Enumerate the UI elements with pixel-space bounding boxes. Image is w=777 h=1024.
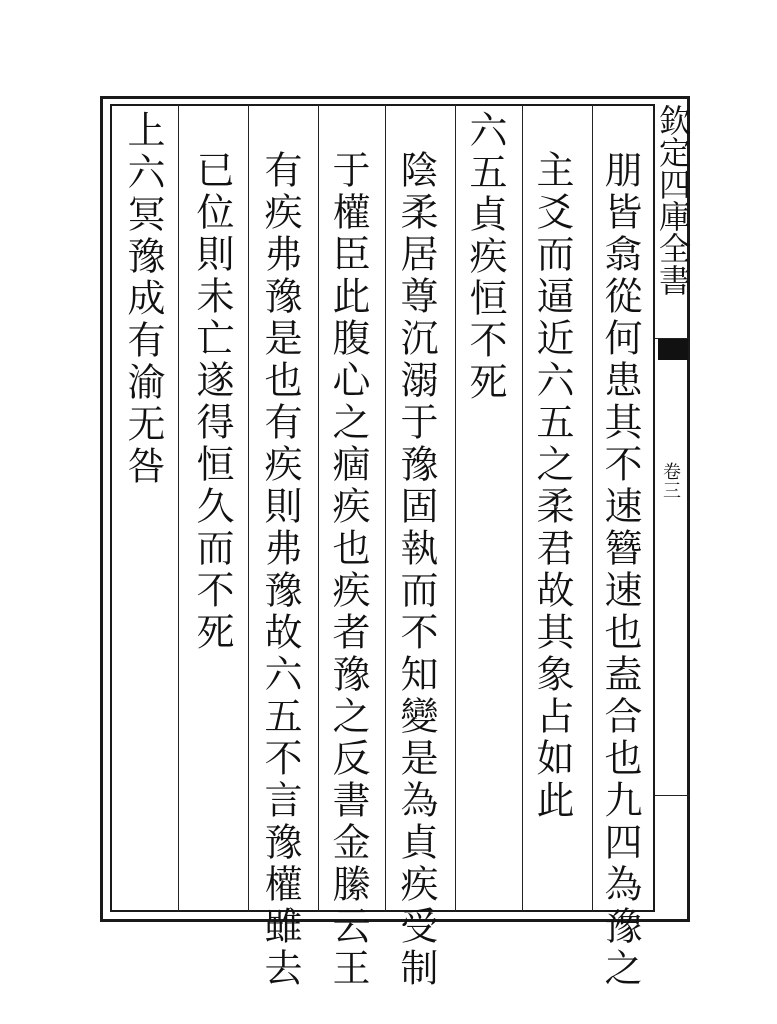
text-column-6: 有疾弗豫是也有疾則弗豫故六五不言豫權雖去 xyxy=(258,150,302,990)
text-column-3: 六五貞疾恒不死 xyxy=(463,110,507,404)
column-rule xyxy=(318,104,319,912)
text-column-7: 已位則未亡遂得恒久而不死 xyxy=(190,150,234,654)
margin-divider xyxy=(655,338,690,339)
fish-tail-mark xyxy=(658,338,688,360)
column-rule xyxy=(385,104,386,912)
column-rule xyxy=(455,104,456,912)
book-title: 欽定四庫全書 xyxy=(654,104,692,296)
juan-number: 卷三 xyxy=(660,462,681,500)
text-column-4: 陰柔居尊沉溺于豫固執而不知變是為貞疾受制 xyxy=(394,150,438,990)
text-column-2: 主爻而逼近六五之柔君故其象占如此 xyxy=(530,150,574,822)
column-rule xyxy=(248,104,249,912)
text-column-8: 上六冥豫成有渝无咎 xyxy=(121,110,165,488)
text-column-1: 朋皆翕從何患其不速簪速也盍合也九四為豫之 xyxy=(598,150,642,990)
margin-divider xyxy=(655,795,690,796)
column-rule xyxy=(178,104,179,912)
text-column-5: 于權臣此腹心之痼疾也疾者豫之反書金縢云王 xyxy=(326,150,370,990)
column-rule xyxy=(592,104,593,912)
column-rule xyxy=(522,104,523,912)
